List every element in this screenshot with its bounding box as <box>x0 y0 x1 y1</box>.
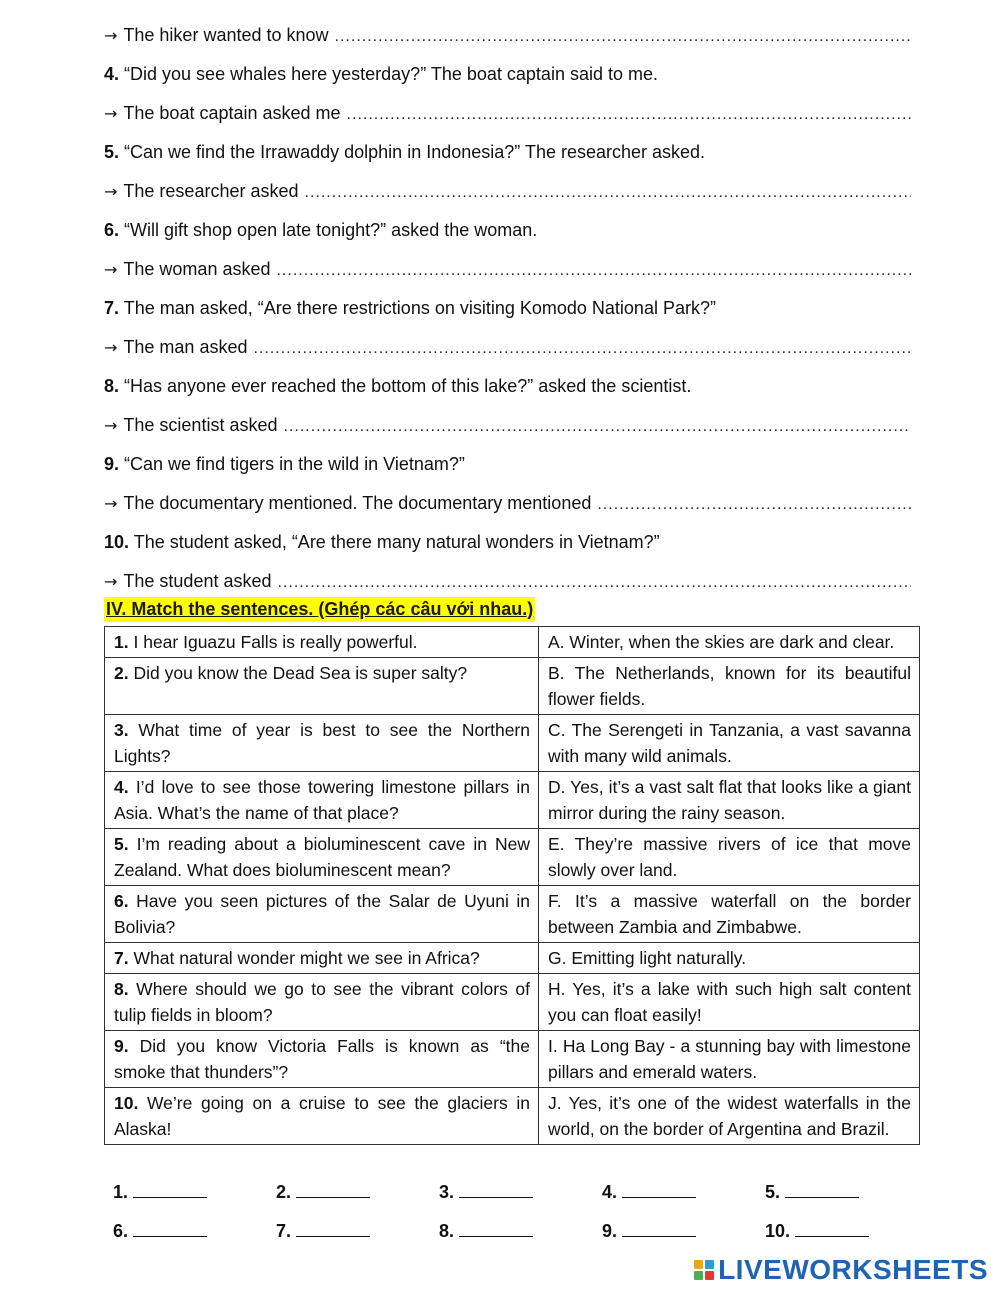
answer-slot[interactable]: 1. <box>113 1179 276 1203</box>
match-right-cell: J. Yes, it’s one of the widest waterfalls in the world, on the border of Argentina and Brazil. <box>539 1088 920 1145</box>
answer-blank[interactable] <box>305 181 912 205</box>
answer-line-6 <box>104 257 911 281</box>
match-left-cell <box>105 829 539 886</box>
answer-blank[interactable] <box>253 337 911 361</box>
match-right-cell: B. The Netherlands, known for its beautiful flower fields. <box>539 658 920 715</box>
match-right-cell: E. They’re massive rivers of ice that move slowly over land. <box>539 829 920 886</box>
question-number: 5. <box>104 142 120 162</box>
arrow-icon: → <box>104 416 118 435</box>
match-left-text: I’m reading about a bioluminescent cave in New Zealand. What does bioluminescent mean? <box>114 834 530 880</box>
question-number: 4. <box>104 64 120 84</box>
match-right-cell: I. Ha Long Bay - a stunning bay with limestone pillars and emerald waters. <box>539 1031 920 1088</box>
answer-blank[interactable] <box>278 571 911 595</box>
match-number: 1. <box>114 632 129 652</box>
answer-blank[interactable] <box>283 415 911 439</box>
answer-blank[interactable] <box>347 103 911 127</box>
answer-slot[interactable]: 8. <box>439 1218 602 1242</box>
match-left-text: Did you know the Dead Sea is super salty? <box>133 663 468 683</box>
arrow-icon: → <box>104 572 118 591</box>
match-right-cell: G. Emitting light naturally. <box>539 943 920 974</box>
answer-lead: The scientist asked <box>123 415 278 435</box>
answer-blank[interactable] <box>276 259 911 283</box>
match-row <box>105 1031 920 1088</box>
match-right-cell: H. Yes, it’s a lake with such high salt content you can float easily! <box>539 974 920 1031</box>
match-right-cell: C. The Serengeti in Tanzania, a vast savanna with many wild animals. <box>539 715 920 772</box>
answer-slot[interactable]: 10. <box>765 1218 928 1242</box>
question-10 <box>104 530 911 554</box>
answer-lead: The hiker wanted to know <box>123 25 329 45</box>
question-5 <box>104 140 911 164</box>
match-number: 4. <box>114 777 129 797</box>
match-number: 10. <box>114 1093 139 1113</box>
match-right-cell: D. Yes, it’s a vast salt flat that looks like a giant mirror during the rainy season. <box>539 772 920 829</box>
answer-line-9 <box>104 491 911 515</box>
question-number: 6. <box>104 220 120 240</box>
match-left-text: What time of year is best to see the Northern Lights? <box>114 720 530 766</box>
arrow-icon: → <box>104 338 118 357</box>
answer-lead: The woman asked <box>123 259 271 279</box>
match-left-text: Where should we go to see the vibrant colors of tulip fields in bloom? <box>114 979 530 1025</box>
match-row <box>105 1088 920 1145</box>
answer-blank[interactable] <box>597 493 911 517</box>
match-left-text: What natural wonder might we see in Africa? <box>133 948 480 968</box>
question-text: “Will gift shop open late tonight?” asked the woman. <box>124 220 538 240</box>
match-left-text: I’d love to see those towering limestone pillars in Asia. What’s the name of that place? <box>114 777 530 823</box>
match-row <box>105 886 920 943</box>
answer-slot[interactable]: 3. <box>439 1179 602 1203</box>
match-left-cell <box>105 627 539 658</box>
question-text: “Did you see whales here yesterday?” The boat captain said to me. <box>124 64 658 84</box>
section-heading: IV. Match the sentences. (Ghép các câu với nhau.) <box>104 597 535 622</box>
arrow-icon: → <box>104 260 118 279</box>
question-text: The student asked, “Are there many natural wonders in Vietnam?” <box>133 532 660 552</box>
match-number: 6. <box>114 891 129 911</box>
match-number: 7. <box>114 948 129 968</box>
match-left-cell <box>105 943 539 974</box>
question-4 <box>104 62 911 86</box>
answer-slot[interactable]: 2. <box>276 1179 439 1203</box>
match-number: 9. <box>114 1036 129 1056</box>
match-left-cell <box>105 886 539 943</box>
arrow-icon: → <box>104 104 118 123</box>
question-number: 7. <box>104 298 120 318</box>
match-left-text: I hear Iguazu Falls is really powerful. <box>133 632 418 652</box>
arrow-icon: → <box>104 182 118 201</box>
question-number: 10. <box>104 532 130 552</box>
match-number: 2. <box>114 663 129 683</box>
answer-line-5 <box>104 179 911 203</box>
question-6 <box>104 218 911 242</box>
answer-slot[interactable]: 5. <box>765 1179 928 1203</box>
question-text: The man asked, “Are there restrictions on visiting Komodo National Park?” <box>123 298 716 318</box>
question-7 <box>104 296 911 320</box>
arrow-icon: → <box>104 26 118 45</box>
answer-lead: The man asked <box>123 337 248 357</box>
match-left-text: Did you know Victoria Falls is known as “the smoke that thunders”? <box>114 1036 530 1082</box>
arrow-icon: → <box>104 494 118 513</box>
match-left-cell <box>105 772 539 829</box>
question-text: “Can we find the Irrawaddy dolphin in Indonesia?” The researcher asked. <box>124 142 706 162</box>
match-row <box>105 974 920 1031</box>
match-number: 3. <box>114 720 129 740</box>
match-table <box>104 626 920 1145</box>
question-text: “Can we find tigers in the wild in Vietnam?” <box>124 454 465 474</box>
answer-line-4 <box>104 101 911 125</box>
answer-row-2 <box>113 1218 903 1242</box>
match-left-text: We’re going on a cruise to see the glaciers in Alaska! <box>114 1093 530 1139</box>
answer-slot[interactable]: 7. <box>276 1218 439 1242</box>
match-row <box>105 829 920 886</box>
answer-slot[interactable]: 4. <box>602 1179 765 1203</box>
answer-row-1 <box>113 1179 903 1203</box>
match-left-cell <box>105 1088 539 1145</box>
match-row <box>105 943 920 974</box>
answer-lead: The student asked <box>123 571 272 591</box>
match-row <box>105 715 920 772</box>
liveworksheets-logo[interactable] <box>694 1254 988 1286</box>
answer-lead: The researcher asked <box>123 181 299 201</box>
answer-slot[interactable]: 9. <box>602 1218 765 1242</box>
match-right-cell: A. Winter, when the skies are dark and clear. <box>539 627 920 658</box>
match-number: 8. <box>114 979 129 999</box>
answer-slot[interactable]: 6. <box>113 1218 276 1242</box>
match-left-cell <box>105 715 539 772</box>
answer-line-7 <box>104 335 911 359</box>
question-number: 8. <box>104 376 120 396</box>
match-left-cell <box>105 658 539 715</box>
match-row <box>105 772 920 829</box>
question-text: “Has anyone ever reached the bottom of this lake?” asked the scientist. <box>124 376 692 396</box>
match-left-text: Have you seen pictures of the Salar de Uyuni in Bolivia? <box>114 891 530 937</box>
logo-text: LIVEWORKSHEETS <box>718 1254 988 1285</box>
answer-line-8 <box>104 413 911 437</box>
question-8 <box>104 374 911 398</box>
match-left-cell <box>105 974 539 1031</box>
match-row <box>105 627 920 658</box>
answer-line-10 <box>104 569 911 593</box>
question-number: 9. <box>104 454 120 474</box>
answer-lead: The documentary mentioned. The documentary mentioned <box>123 493 592 513</box>
match-number: 5. <box>114 834 129 854</box>
answer-lead: The boat captain asked me <box>123 103 341 123</box>
match-left-cell <box>105 1031 539 1088</box>
answer-blank[interactable] <box>335 25 911 49</box>
answer-line-3 <box>104 23 911 47</box>
match-row <box>105 658 920 715</box>
match-right-cell: F. It’s a massive waterfall on the border between Zambia and Zimbabwe. <box>539 886 920 943</box>
question-9 <box>104 452 911 476</box>
logo-icon <box>694 1260 714 1280</box>
